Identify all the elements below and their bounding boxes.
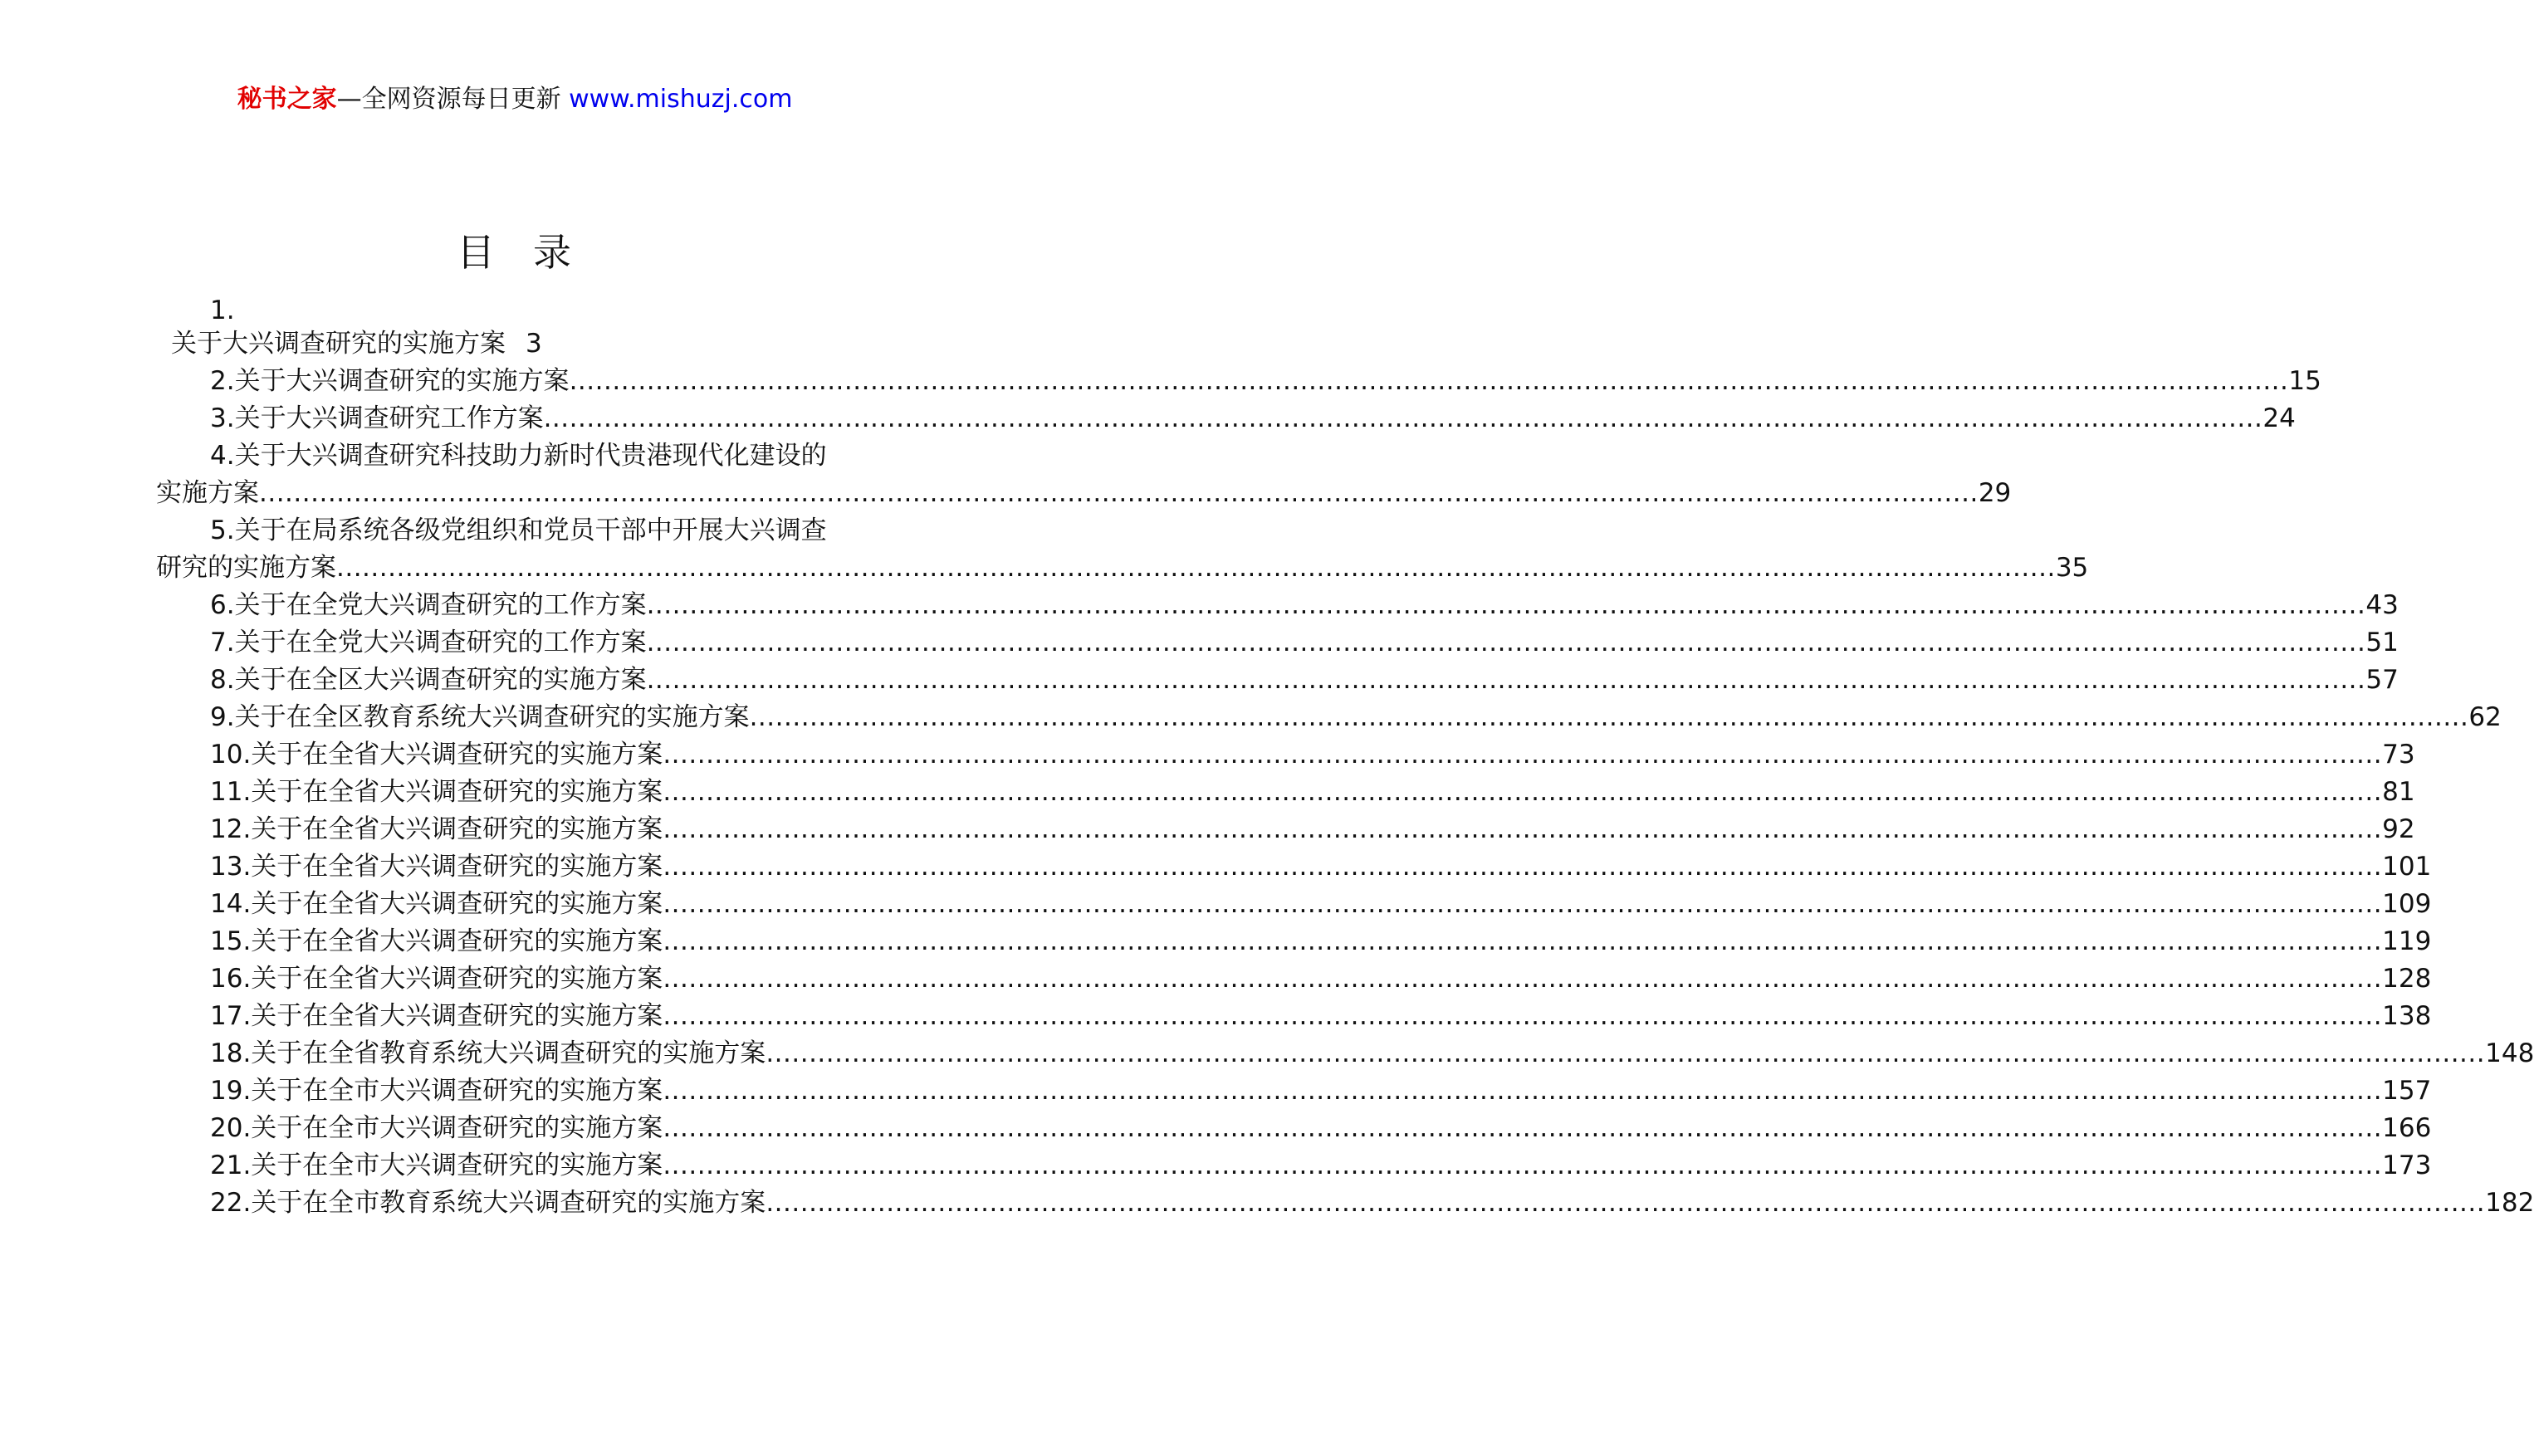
toc-entry[interactable] (210, 400, 2296, 437)
toc-entry[interactable] (210, 923, 2432, 960)
toc-entry-page: 182 (2485, 1188, 2534, 1218)
toc-entry-page: 43 (2365, 590, 2399, 620)
toc-entry-text: 22.关于在全市教育系统大兴调查研究的实施方案 (210, 1188, 766, 1218)
toc-entry-text: 6.关于在全党大兴调查研究的工作方案 (210, 590, 647, 620)
toc-entry-text-cont: 实施方案 (156, 478, 259, 508)
toc-entry[interactable] (210, 587, 2399, 624)
toc-entry-page: 51 (2365, 628, 2399, 657)
brand-name: 秘书之家 (237, 85, 337, 114)
toc-entry-page: 119 (2382, 926, 2432, 956)
toc-entry-page: 92 (2382, 814, 2415, 844)
toc-leader-dots: ........................................................................................................................................................................................................ (569, 366, 2289, 396)
toc-leader-dots: ........................................................................................................................................................................................................ (646, 590, 2366, 620)
toc-item-text: 关于大兴调查研究的实施方案 (171, 329, 506, 359)
toc-entry-page: 173 (2382, 1151, 2432, 1180)
toc-leader-dots: ........................................................................................................................................................................................................ (663, 740, 2383, 770)
toc-entry[interactable] (210, 960, 2432, 998)
toc-entry[interactable] (210, 774, 2415, 811)
toc-entry-page: 109 (2382, 889, 2432, 919)
toc-leader-dots: ........................................................................................................................................................................................................ (663, 852, 2383, 882)
toc-entry-page: 62 (2468, 702, 2502, 732)
toc-leader-dots: ........................................................................................................................................................................................................ (766, 1038, 2486, 1068)
title-char-2: 录 (533, 230, 573, 275)
toc-entry[interactable] (210, 736, 2415, 774)
toc-entry[interactable] (210, 1110, 2432, 1147)
toc-entry[interactable] (210, 363, 2321, 400)
toc-entry-page: 101 (2382, 852, 2432, 882)
toc-leader-dots: ........................................................................................................................................................................................................ (663, 889, 2383, 919)
toc-entry-text: 11.关于在全省大兴调查研究的实施方案 (210, 777, 663, 807)
toc-entry[interactable] (210, 1147, 2432, 1185)
toc-entry-text: 18.关于在全省教育系统大兴调查研究的实施方案 (210, 1038, 766, 1068)
toc-entry-page: 57 (2365, 665, 2399, 695)
title-char-1: 目 (457, 230, 497, 275)
toc-leader-dots: ........................................................................................................................................................................................................ (663, 1001, 2383, 1031)
toc-entry-text: 19.关于在全市大兴调查研究的实施方案 (210, 1076, 663, 1106)
toc-entry-text: 20.关于在全市大兴调查研究的实施方案 (210, 1113, 663, 1143)
toc-entry[interactable] (210, 998, 2432, 1035)
toc-entry-text: 14.关于在全省大兴调查研究的实施方案 (210, 889, 663, 919)
toc-entry-text: 21.关于在全市大兴调查研究的实施方案 (210, 1151, 663, 1180)
toc-entry-text: 12.关于在全省大兴调查研究的实施方案 (210, 814, 663, 844)
toc-entry[interactable] (210, 699, 2502, 736)
toc-entry[interactable] (210, 1035, 2534, 1072)
toc-entry-page: 24 (2262, 403, 2296, 433)
toc-entry[interactable] (210, 1185, 2534, 1222)
toc-item-page: 3 (526, 329, 542, 359)
toc-entry-page: 148 (2485, 1038, 2534, 1068)
toc-leader-dots: ........................................................................................................................................................................................................ (646, 665, 2366, 695)
toc-entry-continuation[interactable] (156, 475, 2012, 512)
toc-entry[interactable] (210, 662, 2399, 699)
toc-entry[interactable] (210, 886, 2432, 923)
toc-entry-text: 8.关于在全区大兴调查研究的实施方案 (210, 665, 647, 695)
toc-entry-text: 13.关于在全省大兴调查研究的实施方案 (210, 852, 663, 882)
toc-leader-dots: ........................................................................................................................................................................................................ (663, 1113, 2383, 1143)
page-title (0, 229, 1030, 276)
toc-entry-text: 7.关于在全党大兴调查研究的工作方案 (210, 628, 647, 657)
toc-entry-page: 128 (2382, 964, 2432, 994)
toc-leader-dots: ........................................................................................................................................................................................................ (543, 403, 2263, 433)
toc-entry-page: 138 (2382, 1001, 2432, 1031)
toc-entry-page: 15 (2288, 366, 2321, 396)
toc-entry-text: 9.关于在全区教育系统大兴调查研究的实施方案 (210, 702, 750, 732)
toc-leader-dots: ........................................................................................................................................................................................................ (766, 1188, 2486, 1218)
toc-entry-text: 2.关于大兴调查研究的实施方案 (210, 366, 570, 396)
toc-item-1-number[interactable]: 1. (210, 296, 235, 325)
toc-entry-continuation[interactable] (156, 550, 2089, 587)
toc-entry[interactable] (210, 512, 827, 550)
website-link[interactable]: www.mishuzj.com (569, 85, 793, 114)
banner-tagline: —全网资源每日更新 (336, 85, 570, 114)
toc-leader-dots: ........................................................................................................................................................................................................ (663, 964, 2383, 994)
toc-entry[interactable] (210, 437, 827, 475)
site-banner (0, 83, 1030, 116)
toc-entry[interactable] (210, 1072, 2432, 1110)
toc-entry[interactable] (210, 811, 2415, 848)
toc-entry-text-cont: 研究的实施方案 (156, 553, 336, 583)
toc-entry-text: 16.关于在全省大兴调查研究的实施方案 (210, 964, 663, 994)
toc-entry-page: 35 (2055, 553, 2089, 583)
toc-entry-page: 81 (2382, 777, 2415, 807)
toc-leader-dots: ........................................................................................................................................................................................................ (663, 1151, 2383, 1180)
toc-leader-dots: ........................................................................................................................................................................................................ (749, 702, 2469, 732)
toc-entry-text: 3.关于大兴调查研究工作方案 (210, 403, 544, 433)
toc-leader-dots: ........................................................................................................................................................................................................ (259, 478, 1979, 508)
toc-leader-dots: ........................................................................................................................................................................................................ (663, 1076, 2383, 1106)
toc-leader-dots: ........................................................................................................................................................................................................ (663, 777, 2383, 807)
toc-entry[interactable] (210, 624, 2399, 662)
toc-leader-dots: ........................................................................................................................................................................................................ (663, 926, 2383, 956)
toc-entry-page: 166 (2382, 1113, 2432, 1143)
toc-entry-text: 5.关于在局系统各级党组织和党员干部中开展大兴调查 (210, 515, 827, 545)
toc-entry-page: 157 (2382, 1076, 2432, 1106)
toc-leader-dots: ........................................................................................................................................................................................................ (336, 553, 2056, 583)
toc-leader-dots: ........................................................................................................................................................................................................ (646, 628, 2366, 657)
toc-entry-text: 4.关于大兴调查研究科技助力新时代贵港现代化建设的 (210, 441, 827, 471)
toc-item-1[interactable] (171, 325, 542, 363)
toc-entry-text: 10.关于在全省大兴调查研究的实施方案 (210, 740, 663, 770)
toc-entry-text: 17.关于在全省大兴调查研究的实施方案 (210, 1001, 663, 1031)
toc-entry[interactable] (210, 848, 2432, 886)
toc-entry-page: 73 (2382, 740, 2415, 770)
toc-leader-dots: ........................................................................................................................................................................................................ (663, 814, 2383, 844)
toc-entry-text: 15.关于在全省大兴调查研究的实施方案 (210, 926, 663, 956)
toc-entry-page: 29 (1978, 478, 2012, 508)
